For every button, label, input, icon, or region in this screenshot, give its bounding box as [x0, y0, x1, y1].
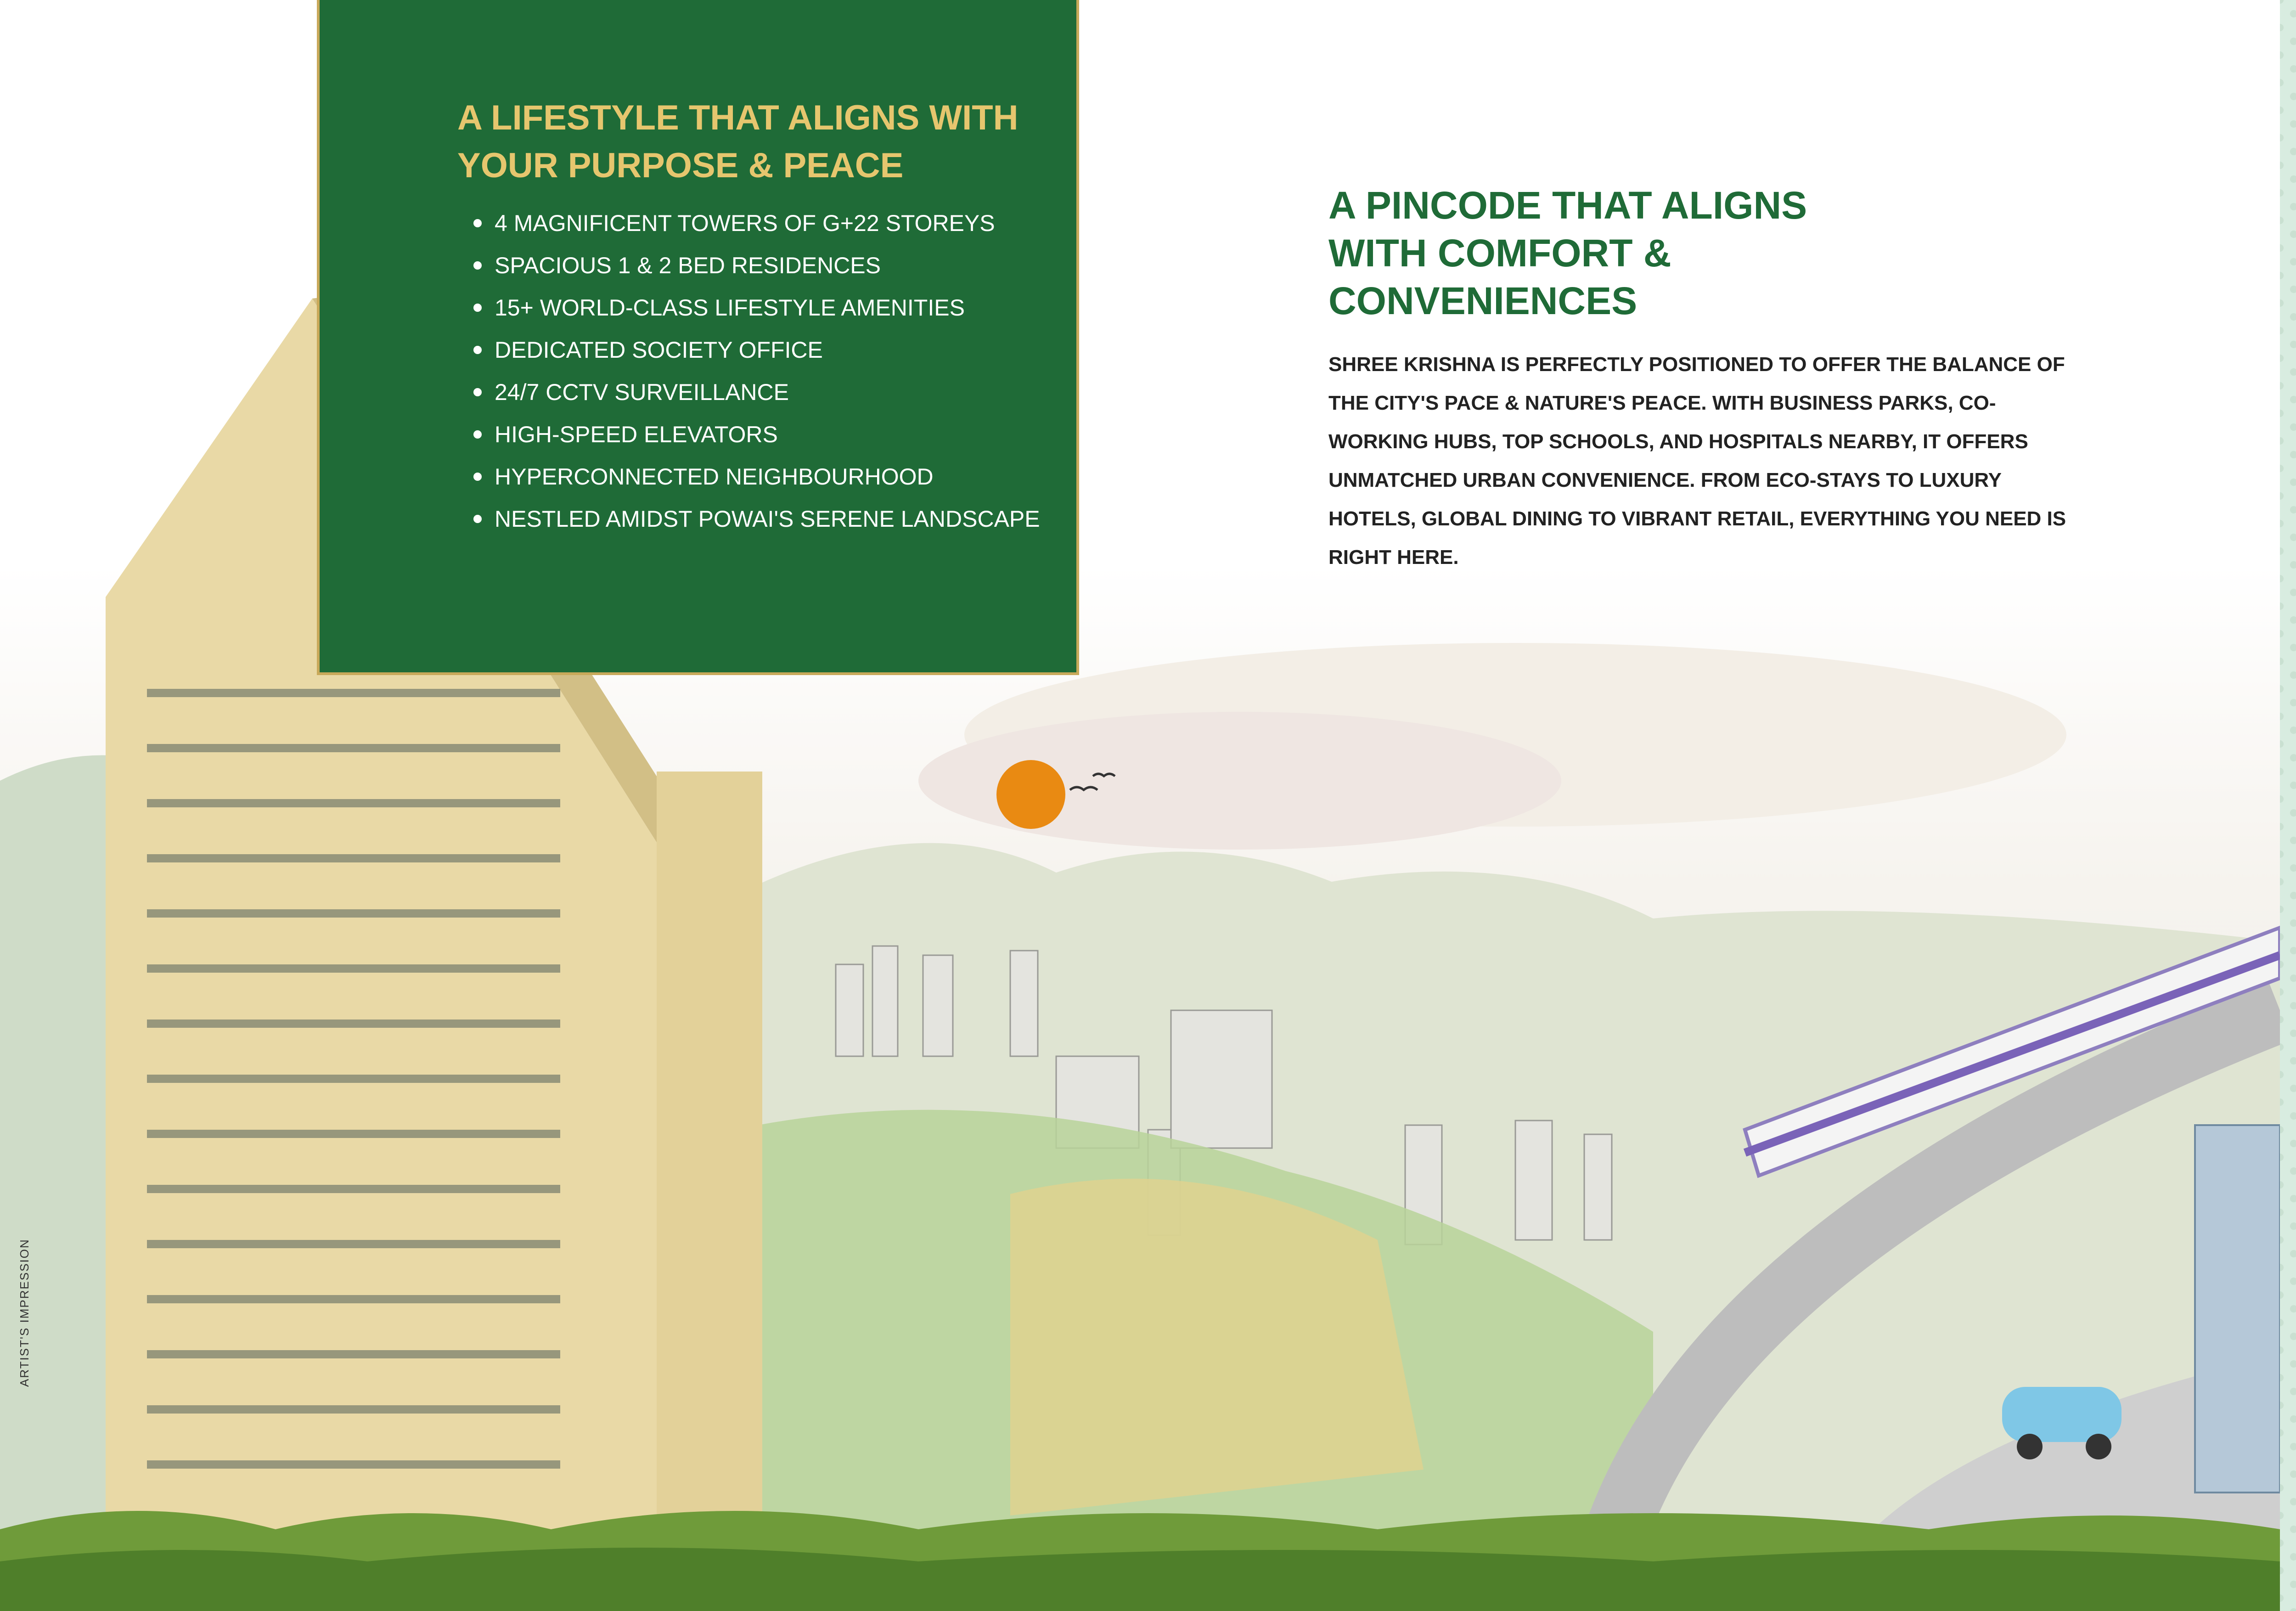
pincode-title: A PINCODE THAT ALIGNS WITH COMFORT & CONVENIENCES [1328, 184, 1807, 322]
lifestyle-panel [317, 0, 1079, 675]
lifestyle-title: A LIFESTYLE THAT ALIGNS WITH YOUR PURPOSE & PEACE [457, 98, 1019, 185]
location-panel [2280, 0, 2296, 1611]
sun-icon [996, 760, 1065, 829]
list-item: NESTLED AMIDST POWAI'S SERENE LANDSCAPE [473, 498, 1040, 540]
lifestyle-feature-list [473, 202, 1040, 540]
car-icon [2002, 1387, 2122, 1442]
list-item: 15+ WORLD-CLASS LIFESTYLE AMENITIES [473, 287, 1040, 329]
list-item: SPACIOUS 1 & 2 BED RESIDENCES [473, 244, 1040, 287]
list-item: 4 MAGNIFICENT TOWERS OF G+22 STOREYS [473, 202, 1040, 244]
list-item: 24/7 CCTV SURVEILLANCE [473, 371, 1040, 413]
list-item: HIGH-SPEED ELEVATORS [473, 413, 1040, 456]
pincode-body: SHREE KRISHNA IS PERFECTLY POSITIONED TO OFFER THE BALANCE OF THE CITY'S PACE & NATURE'S PEACE. WITH BUSINESS PARKS, CO-WORKING HUBS, TOP SCHOOLS, AND HOSPITALS NEARBY, IT OFFERS UNMATCHED URBAN CONVENIENCE. FROM ECO-STAYS TO LUXURY HOTELS, GLOBAL DINING TO VIBRANT RETAIL, EVERYTHING YOU NEED IS RIGHT HERE. [1328, 353, 2066, 569]
artist-note: ARTIST'S IMPRESSION [17, 1239, 31, 1387]
list-item: DEDICATED SOCIETY OFFICE [473, 329, 1040, 371]
list-item: HYPERCONNECTED NEIGHBOURHOOD [473, 456, 1040, 498]
